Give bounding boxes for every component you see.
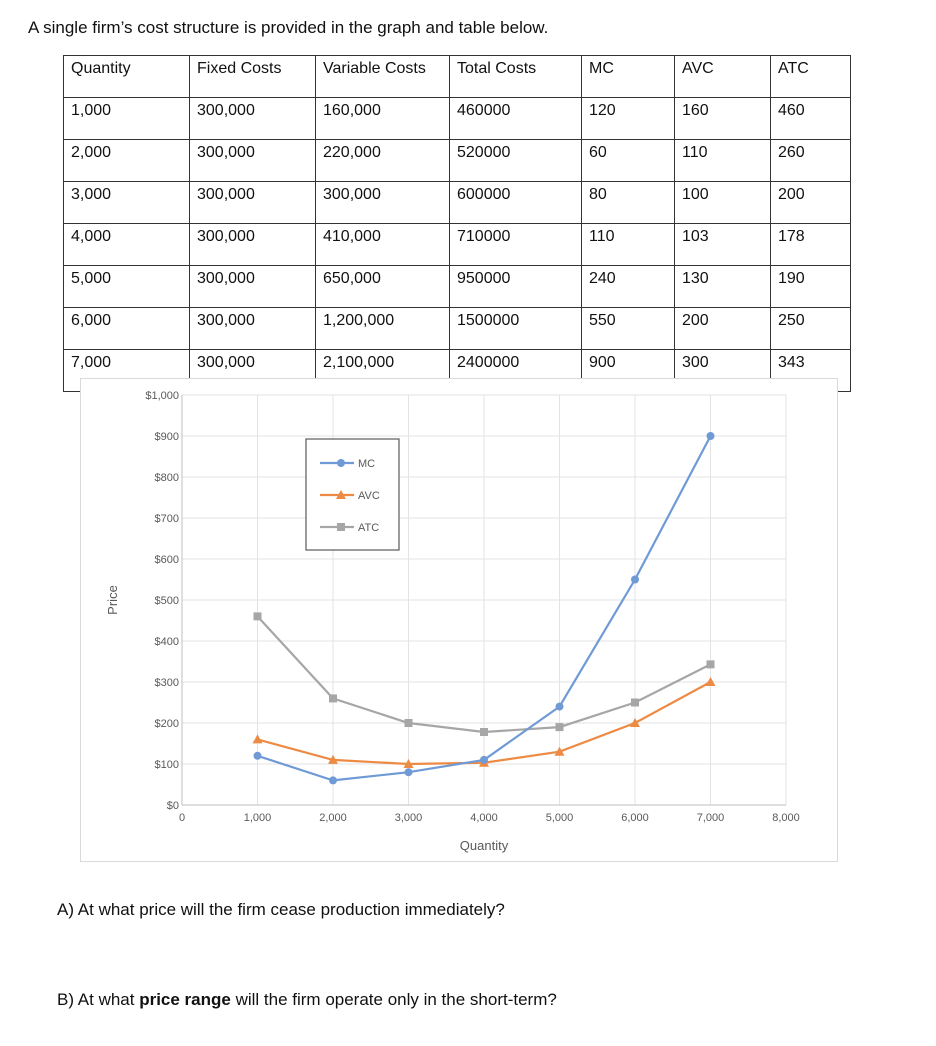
y-tick-label: $0 xyxy=(166,800,179,812)
legend-label-atc: ATC xyxy=(358,522,380,534)
cell-avc: 300 xyxy=(675,350,771,392)
question-b-prefix: B) At what xyxy=(57,990,140,1009)
y-tick-label: $500 xyxy=(154,595,179,607)
cell-quantity: 6,000 xyxy=(64,308,190,350)
cell-mc: 120 xyxy=(582,98,675,140)
y-tick-label: $800 xyxy=(154,472,179,484)
cell-variable-costs: 220,000 xyxy=(316,140,450,182)
cell-total-costs: 950000 xyxy=(450,266,582,308)
point-mc xyxy=(405,768,413,776)
cell-variable-costs: 1,200,000 xyxy=(316,308,450,350)
question-b-bold: price range xyxy=(139,990,231,1009)
y-tick-label: $900 xyxy=(154,431,179,443)
point-atc xyxy=(556,723,564,731)
cell-fixed-costs: 300,000 xyxy=(190,140,316,182)
cell-fixed-costs: 300,000 xyxy=(190,266,316,308)
cell-mc: 60 xyxy=(582,140,675,182)
cell-total-costs: 710000 xyxy=(450,224,582,266)
header-quantity: Quantity xyxy=(64,56,190,98)
point-mc xyxy=(254,752,262,760)
x-tick-label: 6,000 xyxy=(621,812,649,824)
x-tick-label: 5,000 xyxy=(545,812,574,824)
x-tick-label: 1,000 xyxy=(243,812,272,824)
cell-atc: 178 xyxy=(771,224,851,266)
point-mc xyxy=(707,432,715,440)
cell-quantity: 7,000 xyxy=(64,350,190,392)
cell-fixed-costs: 300,000 xyxy=(190,350,316,392)
cell-mc: 240 xyxy=(582,266,675,308)
cell-avc: 130 xyxy=(675,266,771,308)
header-variable-costs: Variable Costs xyxy=(316,56,450,98)
cell-quantity: 3,000 xyxy=(64,182,190,224)
cell-atc: 190 xyxy=(771,266,851,308)
question-b xyxy=(57,990,557,1010)
cell-fixed-costs: 300,000 xyxy=(190,308,316,350)
x-tick-label: 2,000 xyxy=(319,812,347,824)
table-row xyxy=(64,266,851,308)
point-atc xyxy=(254,612,262,620)
point-mc xyxy=(556,703,564,711)
legend-label-avc: AVC xyxy=(358,490,380,502)
table-row xyxy=(64,98,851,140)
point-mc xyxy=(480,756,488,764)
header-total-costs: Total Costs xyxy=(450,56,582,98)
cell-total-costs: 2400000 xyxy=(450,350,582,392)
cell-total-costs: 460000 xyxy=(450,98,582,140)
question-a: A) At what price will the firm cease production immediately? xyxy=(57,900,505,919)
cell-atc: 343 xyxy=(771,350,851,392)
point-atc xyxy=(631,699,639,707)
cell-fixed-costs: 300,000 xyxy=(190,182,316,224)
chart-svg xyxy=(81,379,837,861)
y-axis-title: Price xyxy=(105,585,120,615)
point-atc xyxy=(707,660,715,668)
table-header-row xyxy=(64,56,851,98)
cell-atc: 250 xyxy=(771,308,851,350)
cell-variable-costs: 160,000 xyxy=(316,98,450,140)
x-axis-title: Quantity xyxy=(459,838,509,853)
cell-quantity: 2,000 xyxy=(64,140,190,182)
cell-fixed-costs: 300,000 xyxy=(190,98,316,140)
cell-total-costs: 600000 xyxy=(450,182,582,224)
cell-atc: 460 xyxy=(771,98,851,140)
cell-total-costs: 520000 xyxy=(450,140,582,182)
cell-avc: 110 xyxy=(675,140,771,182)
table-row xyxy=(64,308,851,350)
question-b-suffix: will the firm operate only in the short-term? xyxy=(230,990,557,1009)
cell-variable-costs: 2,100,000 xyxy=(316,350,450,392)
header-fixed-costs: Fixed Costs xyxy=(190,56,316,98)
point-mc xyxy=(329,776,337,784)
cost-table xyxy=(63,55,851,392)
cell-mc: 900 xyxy=(582,350,675,392)
cell-avc: 200 xyxy=(675,308,771,350)
cell-variable-costs: 650,000 xyxy=(316,266,450,308)
cell-mc: 80 xyxy=(582,182,675,224)
y-tick-label: $100 xyxy=(154,759,179,771)
y-tick-label: $1,000 xyxy=(145,390,179,402)
y-tick-label: $300 xyxy=(154,677,179,689)
cell-avc: 100 xyxy=(675,182,771,224)
y-tick-label: $600 xyxy=(154,554,179,566)
legend-marker-mc xyxy=(337,459,345,467)
x-tick-label: 8,000 xyxy=(772,812,800,824)
cell-avc: 160 xyxy=(675,98,771,140)
cell-quantity: 4,000 xyxy=(64,224,190,266)
cell-quantity: 1,000 xyxy=(64,98,190,140)
table-row xyxy=(64,140,851,182)
x-tick-label: 4,000 xyxy=(470,812,498,824)
header-mc: MC xyxy=(582,56,675,98)
header-atc: ATC xyxy=(771,56,851,98)
point-atc xyxy=(480,728,488,736)
cell-atc: 260 xyxy=(771,140,851,182)
y-tick-label: $700 xyxy=(154,513,179,525)
cell-fixed-costs: 300,000 xyxy=(190,224,316,266)
legend-label-mc: MC xyxy=(358,458,376,470)
y-tick-label: $200 xyxy=(154,718,179,730)
point-atc xyxy=(405,719,413,727)
point-mc xyxy=(631,576,639,584)
x-tick-label: 7,000 xyxy=(696,812,725,824)
cell-mc: 550 xyxy=(582,308,675,350)
y-tick-label: $400 xyxy=(154,636,179,648)
table-row xyxy=(64,224,851,266)
cell-quantity: 5,000 xyxy=(64,266,190,308)
intro-text: A single firm’s cost structure is provided in the graph and table below. xyxy=(28,18,549,37)
cost-chart xyxy=(80,378,838,862)
cell-variable-costs: 410,000 xyxy=(316,224,450,266)
cell-mc: 110 xyxy=(582,224,675,266)
x-tick-label: 0 xyxy=(178,812,186,824)
x-tick-label: 3,000 xyxy=(394,812,423,824)
table-row xyxy=(64,182,851,224)
point-atc xyxy=(329,694,337,702)
cell-avc: 103 xyxy=(675,224,771,266)
legend-marker-atc xyxy=(337,523,345,531)
point-avc xyxy=(253,734,263,743)
cell-atc: 200 xyxy=(771,182,851,224)
cell-variable-costs: 300,000 xyxy=(316,182,450,224)
header-avc: AVC xyxy=(675,56,771,98)
cell-total-costs: 1500000 xyxy=(450,308,582,350)
